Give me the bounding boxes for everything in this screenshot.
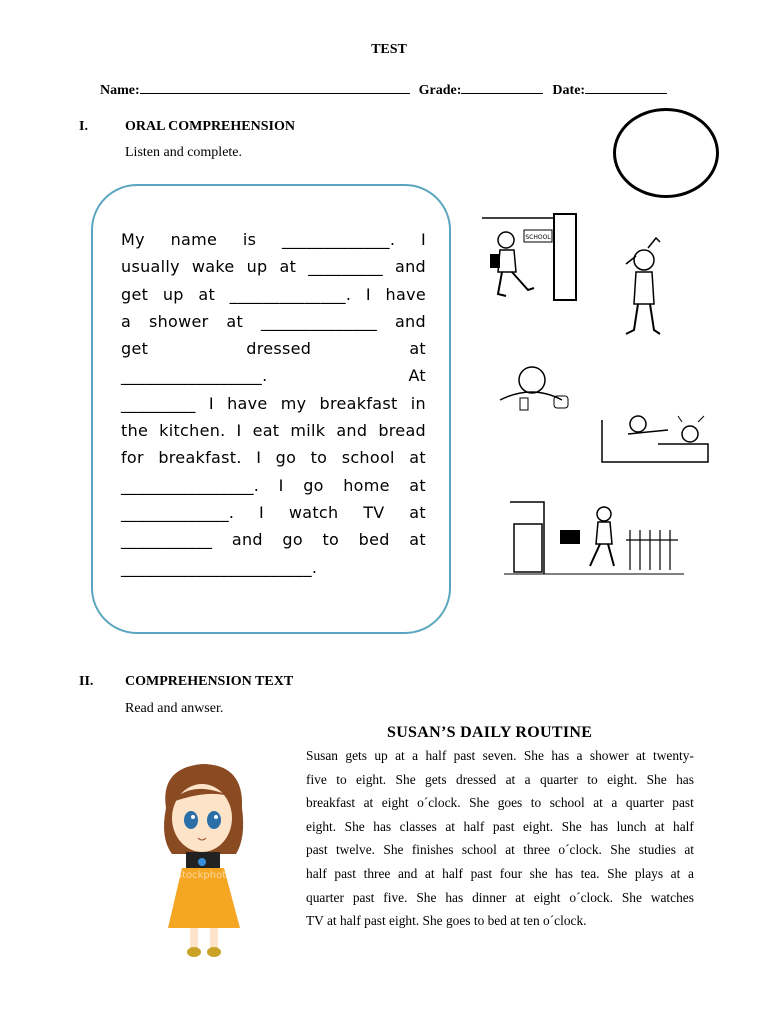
section1-instruction: Listen and complete. [125, 145, 243, 160]
cloze-word: at [409, 502, 426, 522]
cloze-word: school [341, 448, 395, 468]
section1-number: I. [79, 119, 88, 134]
blank-field[interactable]: _________ [121, 393, 196, 413]
cloze-line [121, 390, 426, 417]
cloze-line [121, 362, 426, 389]
cloze-word: and [394, 311, 426, 331]
blank-field[interactable]: _________ [308, 257, 383, 277]
cloze-word: the [121, 421, 149, 441]
story-line: quarter past five. She has dinner at eight o´clock. She watches [306, 889, 694, 905]
cloze-word: bread [378, 421, 426, 441]
cloze-word: breakfast [319, 393, 398, 413]
cloze-line [121, 444, 426, 471]
cloze-word: up [246, 257, 268, 277]
cloze-word: and [336, 421, 368, 441]
cloze-word: TV [363, 502, 385, 522]
cloze-word: at [409, 530, 426, 550]
grade-field[interactable] [461, 80, 543, 94]
boy-eating-breakfast-illustration [492, 360, 578, 420]
section2-number: II. [79, 674, 94, 689]
cloze-word: go [303, 475, 324, 495]
blank-field[interactable]: _____________. [281, 230, 396, 249]
cloze-word: for [121, 448, 144, 468]
cloze-line [121, 226, 426, 253]
cloze-line [121, 472, 426, 499]
cloze-word: At [408, 366, 426, 386]
cloze-line [121, 417, 426, 444]
cloze-word: I [208, 393, 214, 413]
cloze-word: eat [252, 421, 280, 441]
story-line: past twelve. She finishes school at three o´clock. She studies at [306, 842, 694, 858]
story-line: half past three and at half past four she has tea. She plays at a [306, 865, 694, 881]
cloze-line [121, 253, 426, 280]
boy-waking-up-illustration [612, 234, 672, 344]
boy-going-to-school-illustration [478, 210, 582, 305]
blank-field[interactable]: _______________________. [121, 557, 318, 577]
student-info-row [100, 80, 667, 99]
section2-title: COMPREHENSION TEXT [125, 674, 294, 689]
cloze-word: bed [358, 530, 390, 550]
cloze-line [121, 499, 426, 526]
blank-field[interactable]: ___________ [121, 530, 213, 550]
cloze-word: name [170, 230, 218, 249]
section2-instruction: Read and anwser. [125, 701, 224, 716]
story-line: TV at half past eight. She goes to bed at ten o´clock. [306, 913, 587, 929]
story-line: breakfast at eight o´clock. She goes to school at a quarter past [306, 795, 694, 811]
cloze-word: get [121, 339, 149, 359]
boy-in-bed-alarm-illustration [598, 400, 712, 470]
cloze-word: have [385, 284, 426, 304]
cloze-word: at [409, 475, 426, 495]
cloze-word: and [394, 257, 426, 277]
cloze-word: up [162, 284, 184, 304]
cloze-word: I [256, 448, 262, 468]
story-line: eight. She has classes at half past eight. She has lunch at half [306, 818, 694, 834]
cloze-word: at [226, 311, 244, 331]
blank-field[interactable]: ______________ [260, 311, 378, 331]
boy-going-home-illustration [504, 500, 684, 580]
cloze-word: go [275, 448, 297, 468]
cloze-word: home [343, 475, 390, 495]
cloze-word: kitchen. [159, 421, 226, 441]
cloze-word: I [420, 230, 426, 249]
cloze-word: at [279, 257, 297, 277]
watermark-text: Stockphoto [175, 870, 233, 881]
cloze-word: my [280, 393, 307, 413]
cloze-line [121, 526, 426, 553]
story-text [306, 744, 694, 933]
section1-title: ORAL COMPREHENSION [125, 119, 295, 134]
cloze-word: and [231, 530, 263, 550]
cloze-text [121, 226, 426, 581]
cloze-word: is [242, 230, 257, 249]
cloze-word: I [365, 284, 371, 304]
cloze-word: in [410, 393, 426, 413]
cloze-word: go [282, 530, 303, 550]
girl-susan-illustration [152, 758, 256, 962]
school-sign-text: SCHOOL [525, 234, 551, 241]
cloze-line [121, 554, 426, 581]
story-title: SUSAN’S DAILY ROUTINE [387, 724, 593, 741]
cloze-word: I [259, 502, 265, 522]
blank-field[interactable]: _____________. [121, 502, 235, 522]
cloze-word: to [322, 530, 340, 550]
cloze-word: milk [290, 421, 326, 441]
grade-label: Grade: [418, 83, 462, 98]
name-field[interactable] [140, 80, 410, 94]
date-label: Date: [552, 83, 586, 98]
cloze-word: get [121, 284, 149, 304]
name-label: Name: [100, 83, 140, 98]
cloze-word: at [409, 448, 426, 468]
cloze-word: watch [288, 502, 339, 522]
cloze-word: breakfast. [158, 448, 242, 468]
cloze-word: a [121, 311, 132, 331]
story-line: five to eight. She gets dressed at a quarter to eight. She has [306, 771, 694, 787]
date-field[interactable] [585, 80, 667, 94]
cloze-word: have [227, 393, 268, 413]
cloze-line [121, 308, 426, 335]
cloze-word: at [198, 284, 216, 304]
cloze-word: I [278, 475, 284, 495]
cloze-line [121, 335, 426, 362]
cloze-word: to [310, 448, 328, 468]
cloze-word: My [121, 230, 145, 249]
test-title: TEST [371, 42, 407, 57]
blank-field[interactable]: ______________. [229, 284, 352, 304]
cloze-word: at [409, 339, 426, 359]
cloze-word: wake [191, 257, 235, 277]
cloze-line [121, 281, 426, 308]
blank-field[interactable]: _________________. [121, 366, 268, 386]
cloze-word: dressed [246, 339, 312, 359]
story-line: Susan gets up at a half past seven. She has a shower at twenty- [306, 748, 694, 763]
cloze-word: I [236, 421, 242, 441]
cloze-word: usually [121, 257, 180, 277]
cloze-word: shower [148, 311, 209, 331]
score-circle[interactable] [613, 108, 719, 198]
blank-field[interactable]: ________________. [121, 475, 260, 495]
